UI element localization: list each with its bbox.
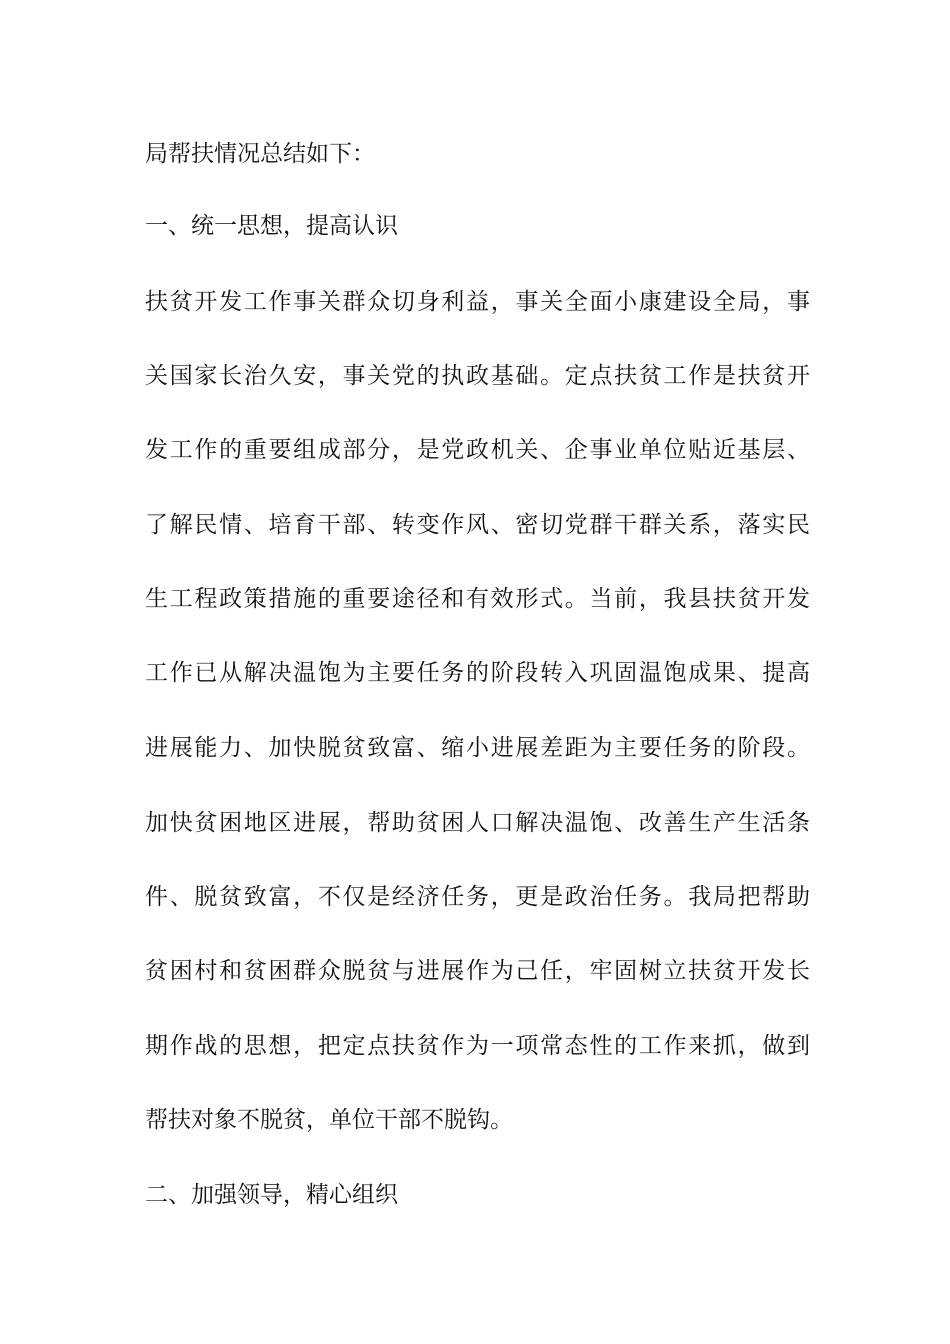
summary-intro-line: 局帮扶情况总结如下： <box>145 141 375 167</box>
paragraph-last-line: 帮扶对象不脱贫，单位干部不脱钩。 <box>145 1107 513 1133</box>
paragraph-line: 了解民情、培育干部、转变作风、密切党群干群关系，落实民 <box>145 512 810 538</box>
paragraph-line: 加快贫困地区进展，帮助贫困人口解决温饱、改善生产生活条 <box>145 810 810 836</box>
paragraph-line: 件、脱贫致富，不仅是经济任务，更是政治任务。我局把帮助 <box>145 884 810 910</box>
paragraph-line: 生工程政策措施的重要途径和有效形式。当前，我县扶贫开发 <box>145 586 810 612</box>
paragraph-line: 进展能力、加快脱贫致富、缩小进展差距为主要任务的阶段。 <box>145 735 810 761</box>
paragraph-line: 关国家长治久安，事关党的执政基础。定点扶贫工作是扶贫开 <box>145 363 810 389</box>
paragraph-line: 期作战的思想，把定点扶贫作为一项常态性的工作来抓，做到 <box>145 1033 810 1059</box>
paragraph-line: 贫困村和贫困群众脱贫与进展作为己任，牢固树立扶贫开发长 <box>145 958 810 984</box>
paragraph-line: 工作已从解决温饱为主要任务的阶段转入巩固温饱成果、提高 <box>145 660 810 686</box>
section-heading-2: 二、加强领导，精心组织 <box>145 1182 398 1208</box>
paragraph-line: 扶贫开发工作事关群众切身利益，事关全面小康建设全局，事 <box>145 289 810 315</box>
section-heading-1: 一、统一思想，提高认识 <box>145 213 398 239</box>
paragraph-line: 发工作的重要组成部分，是党政机关、企事业单位贴近基层、 <box>145 437 810 463</box>
